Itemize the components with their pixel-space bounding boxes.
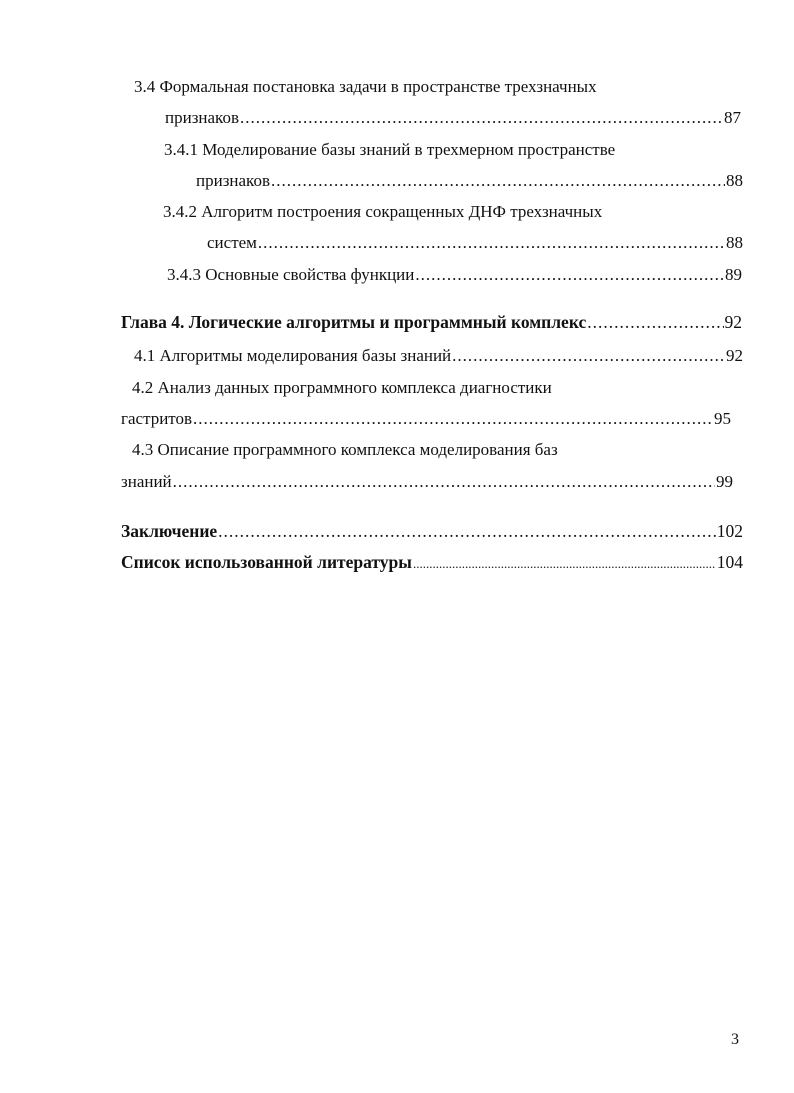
toc-entry-3-4-1-page: 88 [726,171,743,190]
toc-entry-4-2 [121,408,731,430]
toc-entry-conclusion-title: Заключение [121,521,218,541]
toc-entry-3-4-1-title-cont: признаков [196,171,270,190]
dot-leader [415,264,724,286]
toc-entry-references [121,551,743,575]
toc-entry-4-3 [121,471,733,493]
toc-entry-3-4 [165,107,741,129]
toc-entry-conclusion-page: 102 [716,521,743,541]
toc-entry-4-1-title: 4.1 Алгоритмы моделирования базы знаний [134,346,452,365]
toc-entry-conclusion [121,520,743,542]
toc-entry-3-4-3-page: 89 [725,265,742,284]
dot-leader [173,471,715,493]
toc-entry-3-4-2-title-cont: систем [207,233,257,252]
toc-entry-4-3-title-cont: знаний [121,472,172,491]
toc-entry-chapter-4 [121,311,742,333]
dot-leader [413,553,716,575]
dot-leader [258,232,725,254]
toc-entry-3-4-1-title: 3.4.1 Моделирование базы знаний в трехмерном пространстве [164,140,616,159]
toc-entry-4-1 [134,345,743,367]
dot-leader [240,107,723,129]
dot-leader [218,520,716,542]
toc-entry-chapter-4-page: 92 [724,312,742,332]
toc-entry-3-4-2-title: 3.4.2 Алгоритм построения сокращенных ДНФ трехзначных [163,202,603,221]
dot-leader [193,408,713,430]
toc-entry-references-title: Список использованной литературы [121,552,412,572]
toc-entry-3-4-1 [196,170,743,192]
toc-entry-4-1-page: 92 [726,346,743,365]
toc-entry-4-3-title: 4.3 Описание программного комплекса моделирования баз [132,440,558,459]
toc-entry-chapter-4-title: Глава 4. Логические алгоритмы и программный комплекс [121,312,587,332]
dot-leader [271,170,725,192]
toc-entry-3-4-3-title: 3.4.3 Основные свойства функции [167,265,415,284]
page-number: 3 [731,1031,739,1048]
toc-entry-references-page: 104 [716,552,743,572]
toc-entry-4-2-page: 95 [714,409,731,428]
toc-entry-4-2-title: 4.2 Анализ данных программного комплекса диагностики [132,378,552,397]
toc-entry-4-3-page: 99 [716,472,733,491]
toc-entry-3-4-2-page: 88 [726,233,743,252]
dot-leader [587,311,723,333]
toc-entry-4-2-title-cont: гастритов [121,409,193,428]
toc-entry-3-4-title-cont: признаков [165,108,239,127]
toc-entry-3-4-page: 87 [724,108,741,127]
toc-entry-3-4-2 [207,232,743,254]
dot-leader [452,345,725,367]
toc-entry-3-4-title: 3.4 Формальная постановка задачи в пространстве трехзначных [134,77,597,96]
toc-entry-3-4-3 [167,264,742,286]
